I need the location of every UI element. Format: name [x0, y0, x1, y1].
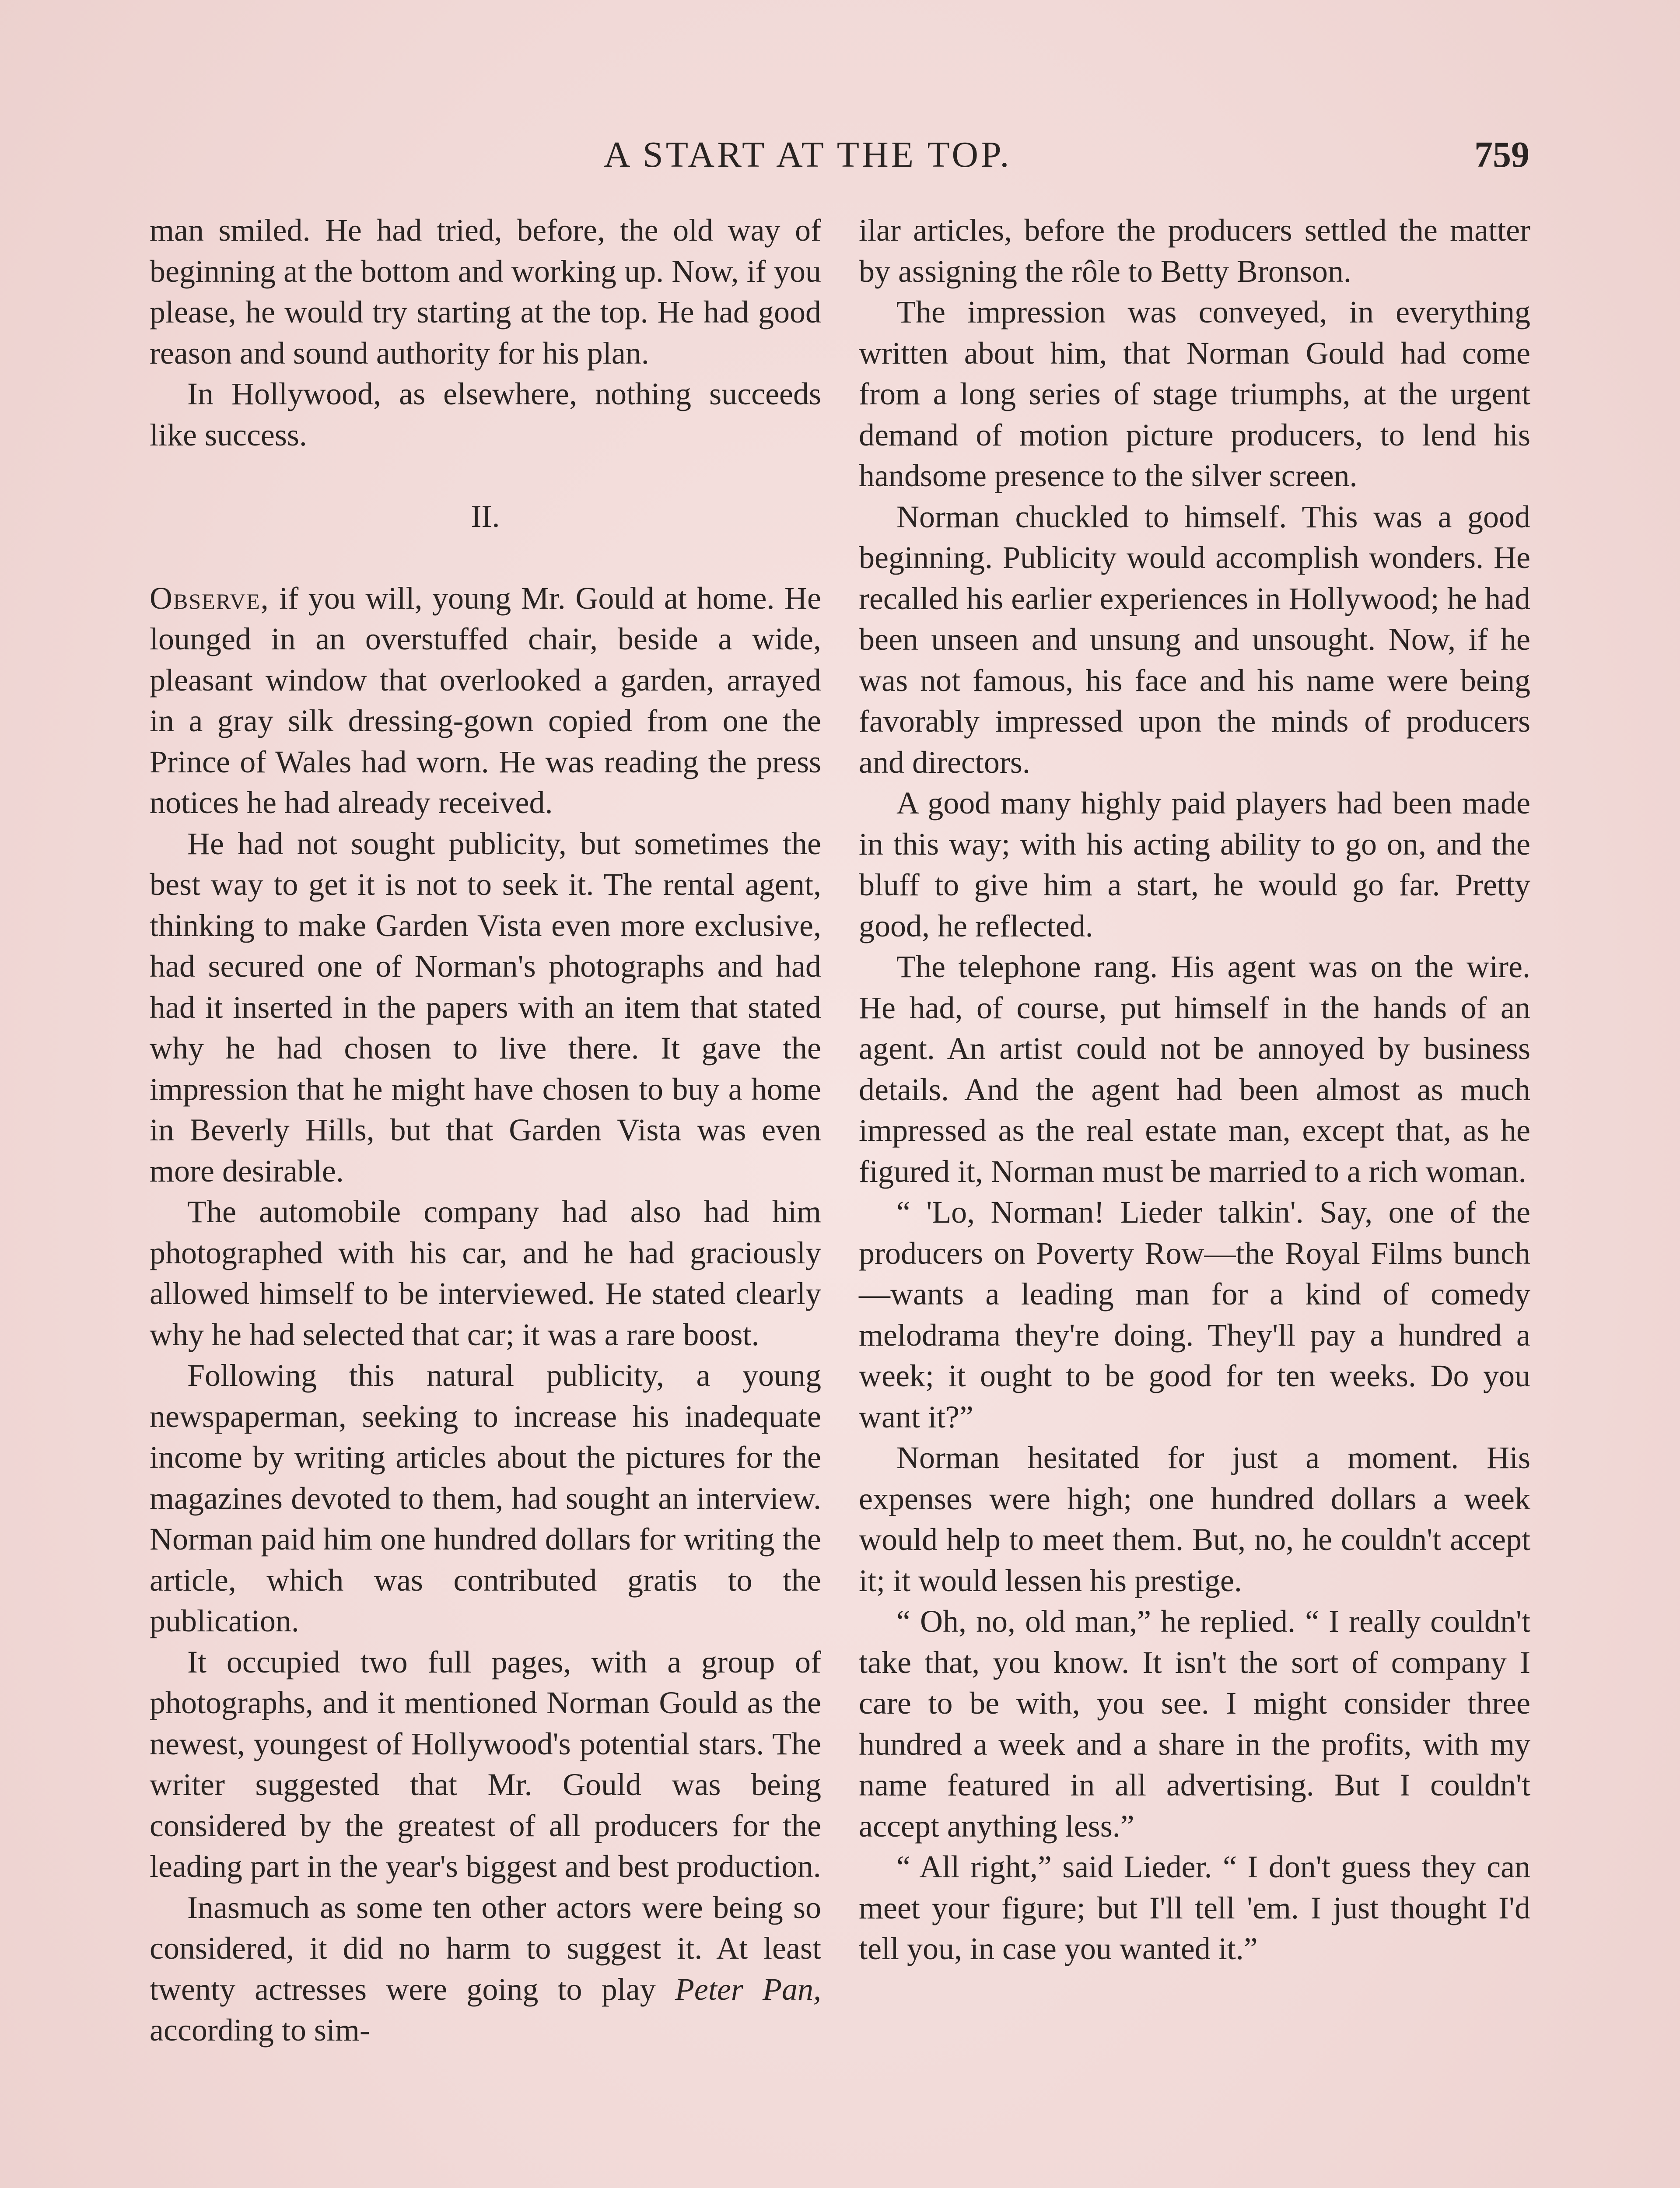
paragraph: The impression was conveyed, in everything written about him, that Norman Gould had come from a long series of stage triumphs, at the urgent demand of motion picture producers, to lend his handsome presence to the silver screen. [859, 295, 1530, 493]
paragraph: A good many highly paid players had been made in this way; with his acting ability to go on, and the bluff to give him a start, he would go far. Pretty good, he reflected. [859, 785, 1530, 943]
paragraph: “ 'Lo, Norman! Lieder talkin'. Say, one of the producers on Poverty Row—the Royal Films bunch—wants a leading man for a kind of comedy melodrama they're doing. They'll pay a hundred a week; it ought to be good for ten weeks. Do you want it?” [859, 1195, 1530, 1434]
paragraph: man smiled. He had tried, before, the old way of beginning at the bottom and working up. Now, if you please, he would try starting at the top. He had good reason and sound authority for his plan. [150, 213, 821, 371]
paragraph: In Hollywood, as elsewhere, nothing succeeds like success. [150, 376, 821, 452]
paragraph: ilar articles, before the producers settled the matter by assigning the rôle to Betty Bronson. [859, 213, 1530, 289]
page-number: 759 [1474, 134, 1530, 175]
running-head: A START AT THE TOP. [604, 134, 1012, 175]
paragraph: Norman hesitated for just a moment. His expenses were high; one hundred dollars a week would help to meet them. But, no, he couldn't accept it; it would lessen his prestige. [859, 1440, 1530, 1598]
section-heading: II. [471, 499, 500, 534]
paragraph: The telephone rang. His agent was on the wire. He had, of course, put himself in the hands of an agent. An artist could not be annoyed by business details. And the agent had been almost as much impressed as the real estate man, except that, as he figured it, Norman must be married to a rich woman. [859, 949, 1530, 1189]
right-column [859, 210, 1530, 1970]
book-title: Peter Pan, [675, 1971, 821, 2007]
paragraph: The automobile company had also had him photographed with his car, and he had graciously allowed himself to be interviewed. He stated clearly why he had selected that car; it was a rare boost. [150, 1194, 821, 1352]
paragraph [150, 1887, 821, 2051]
paragraph-lead-word: Observe, [150, 580, 270, 616]
paragraph [150, 578, 821, 824]
paragraph-text: if you will, young Mr. Gould at home. He lounged in an overstuffed chair, beside a wide, pleasant window that overlooked a garden, arrayed in a gray silk dressing-gown copied from one the Prince of Wales had worn. He was reading the press notices he had already received. [150, 580, 821, 820]
paragraph: “ All right,” said Lieder. “ I don't guess they can meet your figure; but I'll tell 'em. I just thought I'd tell you, in case you wanted it.” [859, 1849, 1530, 1966]
paragraph-text: according to sim- [150, 2013, 370, 2048]
paragraph: Following this natural publicity, a young newspaperman, seeking to increase his inadequate income by writing articles about the pictures for the magazines devoted to them, had sought an interview. Norman paid him one hundred dollars for writing the article, which was contributed gratis to the publication. [150, 1358, 821, 1638]
paragraph: It occupied two full pages, with a group of photographs, and it mentioned Norman Gould as the newest, youngest of Hollywood's potential stars. The writer suggested that Mr. Gould was being considered by the greatest of all producers for the leading part in the year's biggest and best production. [150, 1644, 821, 1884]
paragraph-text: Inasmuch as some ten other actors were being so considered, it did no harm to suggest it. At least twenty actresses were going to play [150, 1890, 821, 2007]
left-column [150, 210, 821, 2051]
paragraph: “ Oh, no, old man,” he replied. “ I really couldn't take that, you know. It isn't the sort of company I care to be with, you see. I might consider three hundred a week and a share in the profits, with my name featured in all advertising. But I couldn't accept anything less.” [859, 1604, 1530, 1844]
paragraph: He had not sought publicity, but sometimes the best way to get it is not to seek it. The rental agent, thinking to make Garden Vista even more exclusive, had secured one of Norman's photographs and had had it inserted in the papers with an item that stated why he had chosen to live there. It gave the impression that he might have chosen to buy a home in Beverly Hills, but that Garden Vista was even more desirable. [150, 826, 821, 1189]
paragraph: Norman chuckled to himself. This was a good beginning. Publicity would accomplish wonders. He recalled his earlier experiences in Hollywood; he had been unseen and unsung and unsought. Now, if he was not famous, his face and his name were being favorably impressed upon the minds of producers and directors. [859, 499, 1530, 780]
